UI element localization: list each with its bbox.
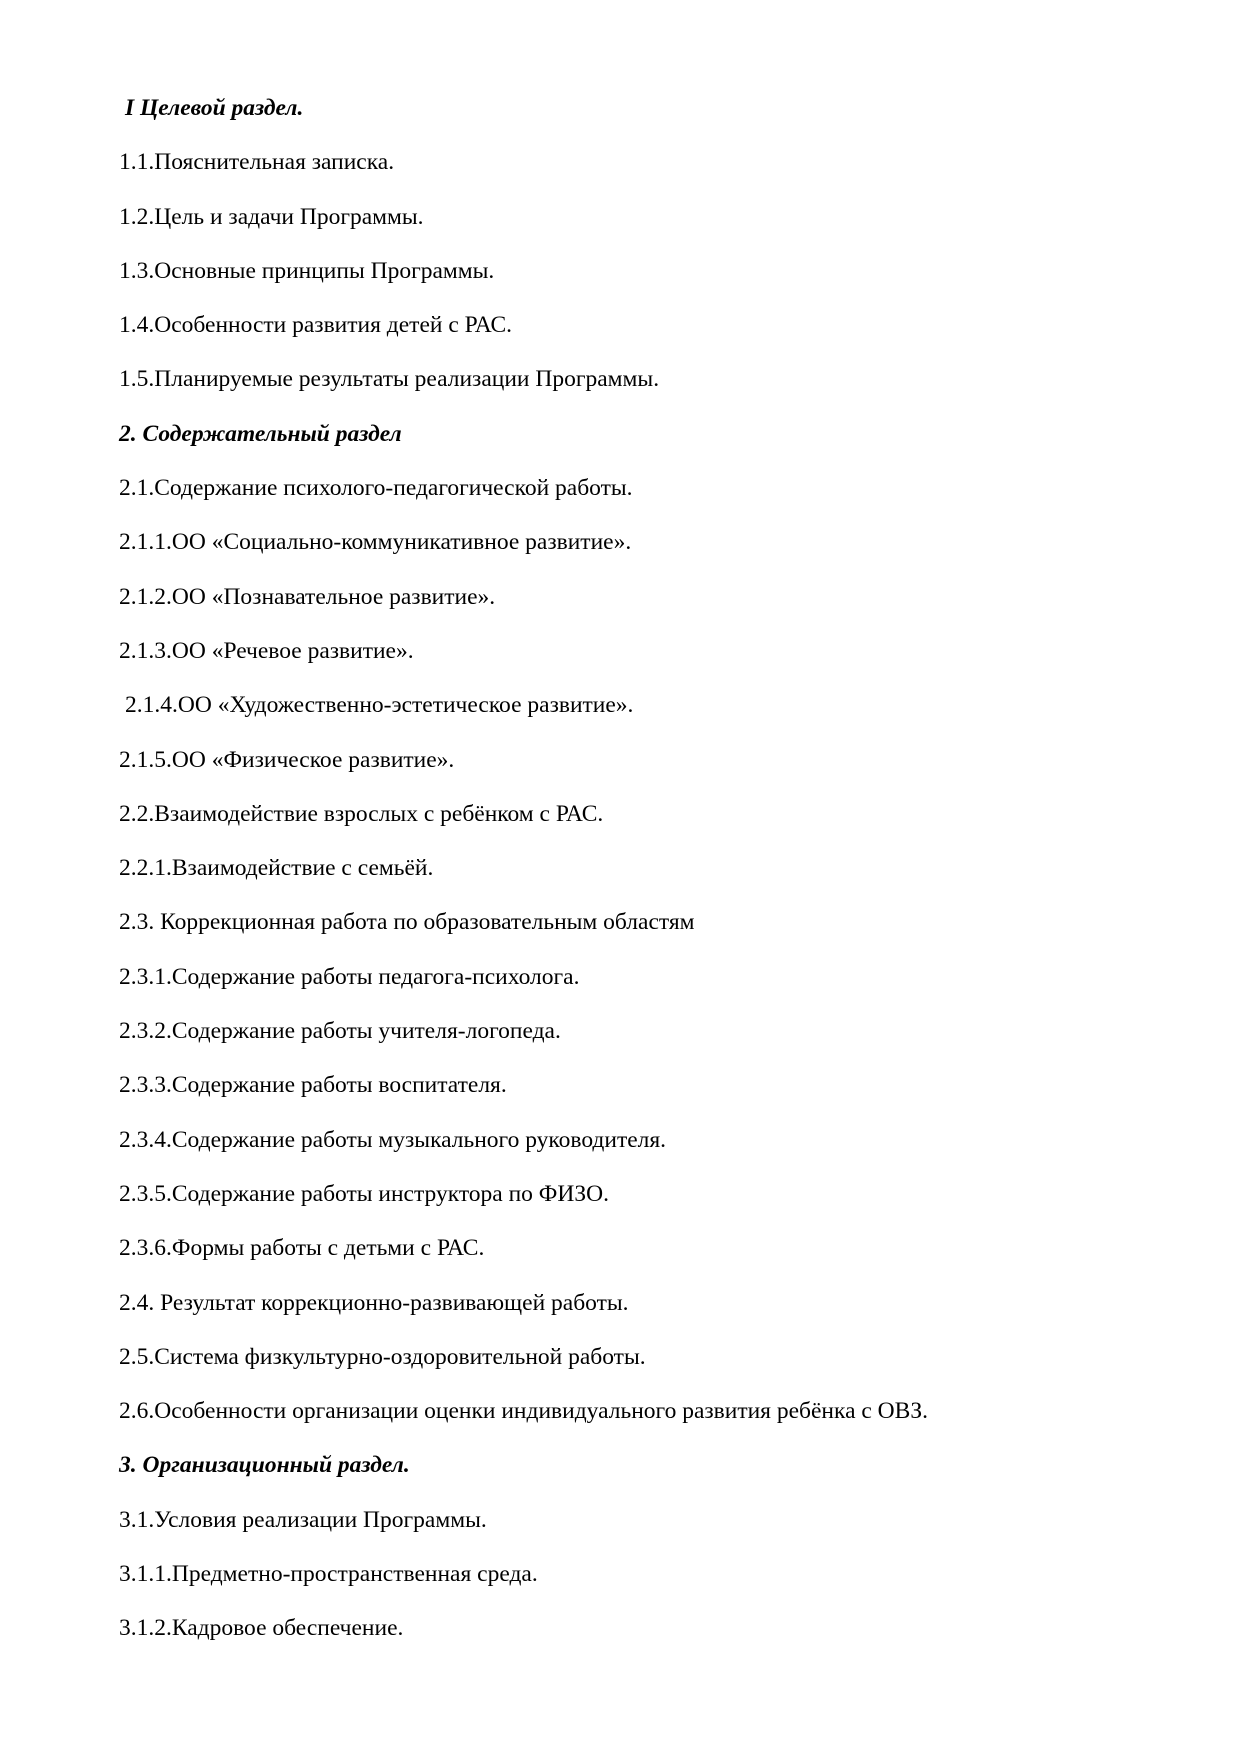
toc-entry: 2.3.1.Содержание работы педагога-психолога. [119,963,580,990]
table-of-contents [119,93,1179,1668]
toc-entry: 1.2.Цель и задачи Программы. [119,203,424,230]
toc-entry: 2.1.5.ОО «Физическое развитие». [119,746,455,773]
toc-entry: 2.2.1.Взаимодействие с семьёй. [119,855,434,882]
toc-entry: 2.2.Взаимодействие взрослых с ребёнком с РАС. [119,800,604,827]
toc-entry: 2.4. Результат коррекционно-развивающей работы. [119,1289,629,1316]
toc-entry: 2.5.Система физкультурно-оздоровительной работы. [119,1343,646,1370]
toc-entry: 2.3.4.Содержание работы музыкального руководителя. [119,1126,667,1153]
toc-entry: 2.6.Особенности организации оценки индивидуального развития ребёнка с ОВЗ. [119,1398,928,1425]
section-heading-target: I Целевой раздел. [125,95,304,121]
toc-entry: 1.3.Основные принципы Программы. [119,257,495,284]
toc-entry: 2.1.3.ОО «Речевое развитие». [119,637,414,664]
toc-entry: 2.3.5.Содержание работы инструктора по ФИЗО. [119,1180,609,1207]
toc-entry: 2.3.6.Формы работы с детьми с РАС. [119,1235,485,1262]
toc-entry: 2.1.Содержание психолого-педагогической работы. [119,475,633,502]
toc-entry: 3.1.2.Кадровое обеспечение. [119,1615,404,1642]
toc-entry: 2.1.2.ОО «Познавательное развитие». [119,583,496,610]
section-heading-organization: 3. Организационный раздел. [119,1452,410,1479]
toc-entry: 2.3.3.Содержание работы воспитателя. [119,1072,507,1099]
toc-entry: 2.3. Коррекционная работа по образовательным областям [119,909,695,936]
toc-entry: 2.3.2.Содержание работы учителя-логопеда. [119,1018,561,1045]
toc-entry: 1.5.Планируемые результаты реализации Программы. [119,366,660,393]
toc-entry: 1.4.Особенности развития детей с РАС. [119,312,513,339]
toc-entry: 2.1.1.ОО «Социально-коммуникативное развитие». [119,529,632,556]
toc-entry: 3.1.1.Предметно-пространственная среда. [119,1561,538,1588]
toc-entry: 3.1.Условия реализации Программы. [119,1506,487,1533]
toc-entry: 2.1.4.ОО «Художественно-эстетическое развитие». [125,692,634,719]
section-heading-content: 2. Содержательный раздел [119,420,402,447]
toc-entry: 1.1.Пояснительная записка. [119,149,395,176]
